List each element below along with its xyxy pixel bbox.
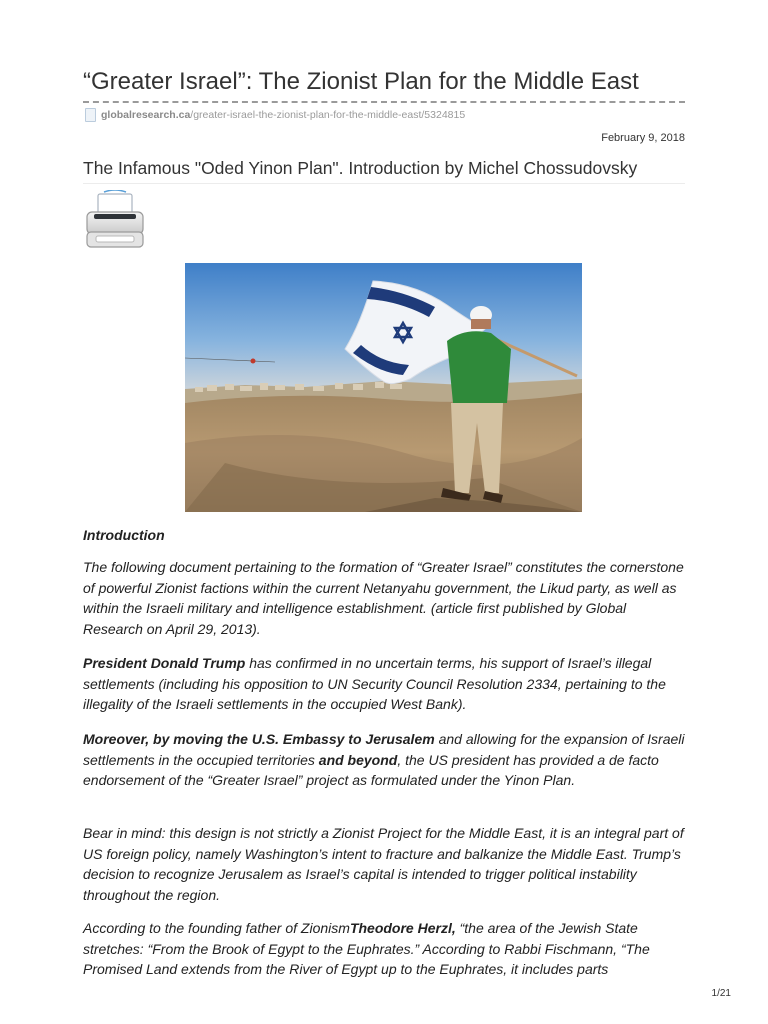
paragraph-3-rest: , the US president has provided a de facto endorsement of the “Greater Israel” project as formulated under the Yinon Plan.	[83, 751, 659, 788]
document-icon	[85, 108, 96, 122]
paragraph-5-start: According to the founding father of Zionism	[83, 920, 350, 936]
paragraph-2-bold: President Donald Trump	[83, 655, 246, 671]
paragraph-2	[83, 653, 687, 715]
subtitle-divider	[83, 183, 685, 184]
paragraph-5	[83, 918, 687, 980]
paragraph-5-bold: Theodore Herzl,	[349, 920, 456, 936]
paragraph-5-rest: “the area of the Jewish State stretches: “From the Brook of Egypt to the Euphrates.” According to Rabbi Fischmann, “The Promised Land extends from the River of Egypt up to the Euphrates, it includes parts	[83, 920, 650, 977]
paragraph-1: The following document pertaining to the formation of “Greater Israel” constitutes the cornerstone of powerful Zionist factions within the current Netanyahu government, the Likud party, as well as within the Israeli military and intelligence establishment. (article first published by Global Research on April 29, 2013).	[83, 559, 684, 637]
paragraph-3-mid: and allowing for the expansion of Israeli settlements in the occupied territories	[83, 731, 685, 768]
source-domain: globalresearch.ca	[101, 109, 191, 121]
paragraph-3-bold-1: Moreover, by moving the U.S. Embassy to Jerusalem	[83, 731, 435, 747]
paragraph-4: Bear in mind: this design is not strictly a Zionist Project for the Middle East, it is an integral part of US foreign policy, namely Washington’s intent to fracture and balkanize the Middle East. Trump’s decision to recognize Jerusalem as Israel’s capital is intended to trigger political instability throughout the region.	[83, 825, 684, 903]
title-divider	[83, 101, 685, 103]
article-subtitle: The Infamous "Oded Yinon Plan". Introduction by Michel Chossudovsky	[83, 158, 638, 178]
israeli-flag-photo	[185, 263, 582, 512]
publish-date: February 9, 2018	[601, 132, 685, 144]
paragraph-3	[83, 729, 687, 791]
source-path: /greater-israel-the-zionist-plan-for-the-middle-east/5324815	[190, 109, 466, 121]
source-url[interactable]	[85, 107, 465, 123]
intro-heading: Introduction	[83, 527, 165, 543]
printer-icon[interactable]	[84, 190, 146, 250]
page-title: “Greater Israel”: The Zionist Plan for the Middle East	[83, 68, 639, 95]
paragraph-3-bold-2: and beyond	[318, 751, 398, 768]
paragraph-2-text: has confirmed in no uncertain terms, his support of Israel’s illegal settlements (including his opposition to UN Security Council Resolution 2334, pertaining to the illegality of the Israeli settlements in the occupied West Bank).	[83, 655, 666, 712]
page-number: 1/21	[711, 988, 731, 999]
